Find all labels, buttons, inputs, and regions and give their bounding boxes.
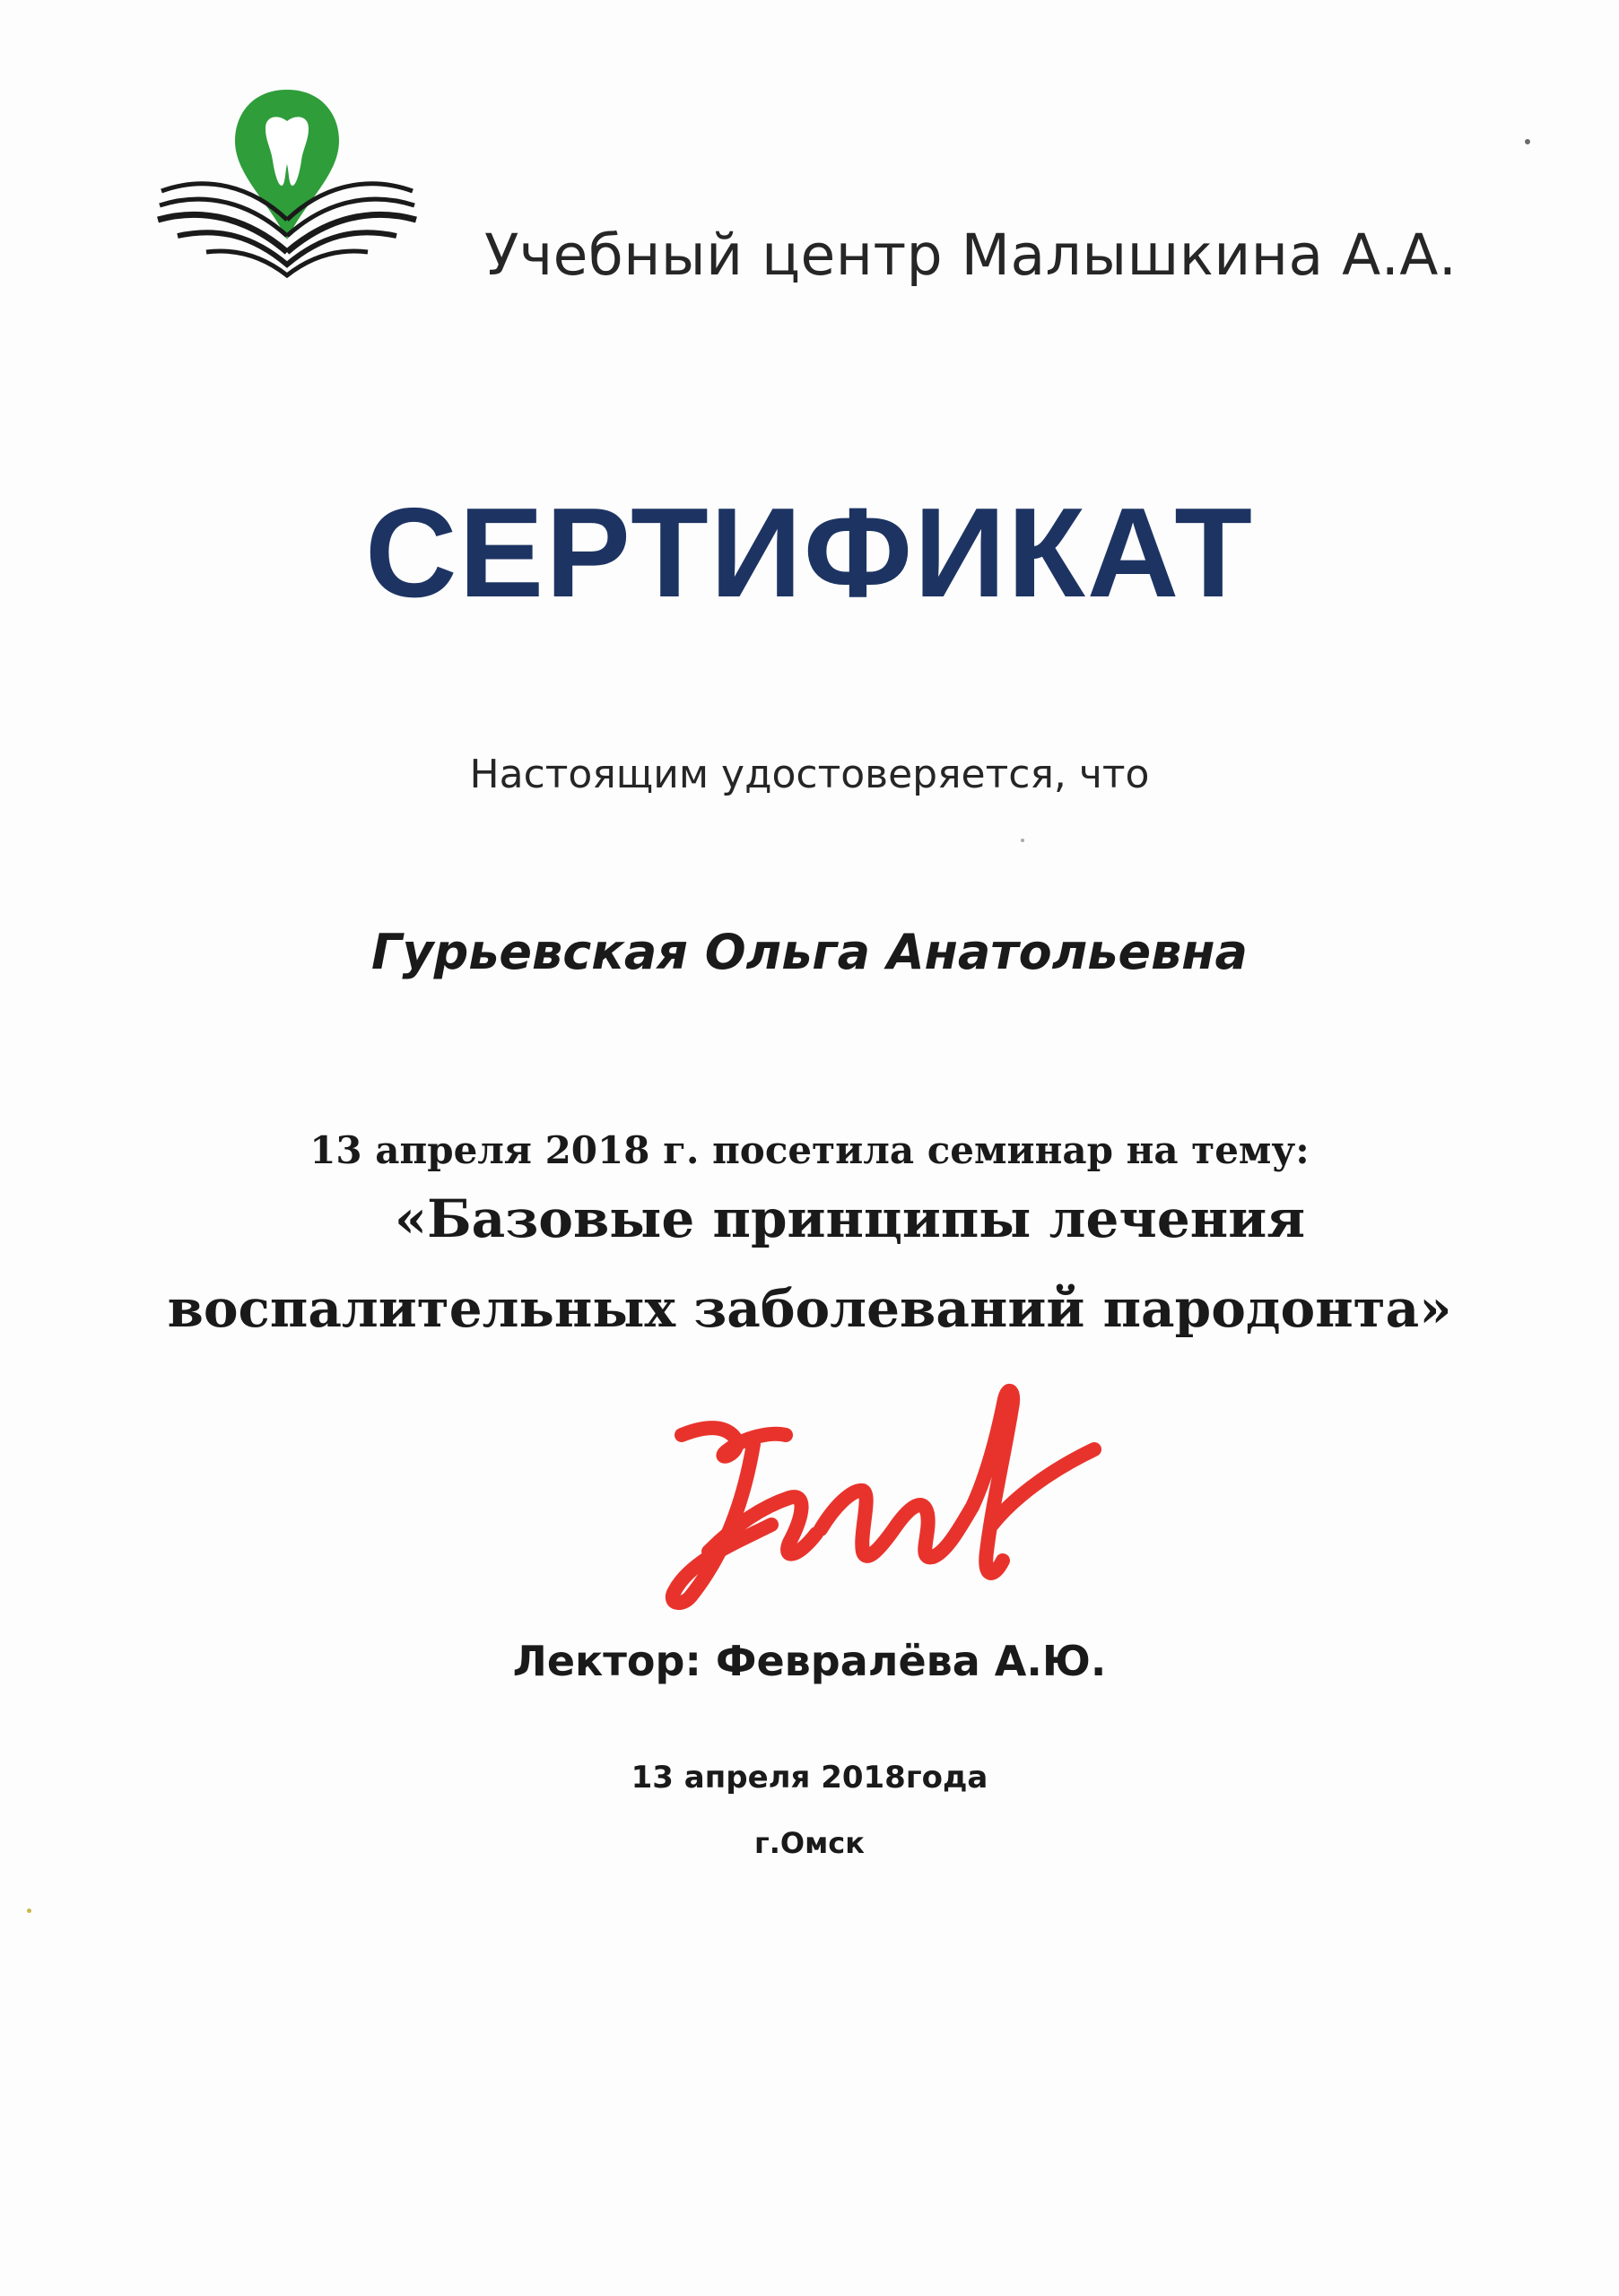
- tooth-on-open-book-logo: [152, 85, 422, 300]
- certificate-title: СЕРТИФИКАТ: [364, 482, 1255, 624]
- seminar-topic-line-2: воспалительных заболеваний пародонта»: [167, 1278, 1452, 1339]
- scan-speck: [1021, 839, 1024, 842]
- certifies-text: Настоящим удостоверяется, что: [469, 752, 1150, 797]
- seminar-topic-line-1: «Базовые принципы лечения: [394, 1188, 1306, 1249]
- recipient-name: Гурьевская Ольга Анатольевна: [370, 924, 1248, 980]
- training-center-name: Учебный центр Малышкина А.А.: [484, 222, 1458, 288]
- issue-date: 13 апреля 2018года: [631, 1760, 988, 1796]
- lecturer-name: Лектор: Февралёва А.Ю.: [512, 1637, 1107, 1685]
- scan-speck: [1525, 139, 1530, 144]
- lecturer-signature: [628, 1372, 1130, 1641]
- event-description: 13 апреля 2018 г. посетила семинар на тему:: [309, 1128, 1310, 1172]
- scan-speck: [27, 1909, 31, 1913]
- issue-city: г.Омск: [754, 1826, 865, 1860]
